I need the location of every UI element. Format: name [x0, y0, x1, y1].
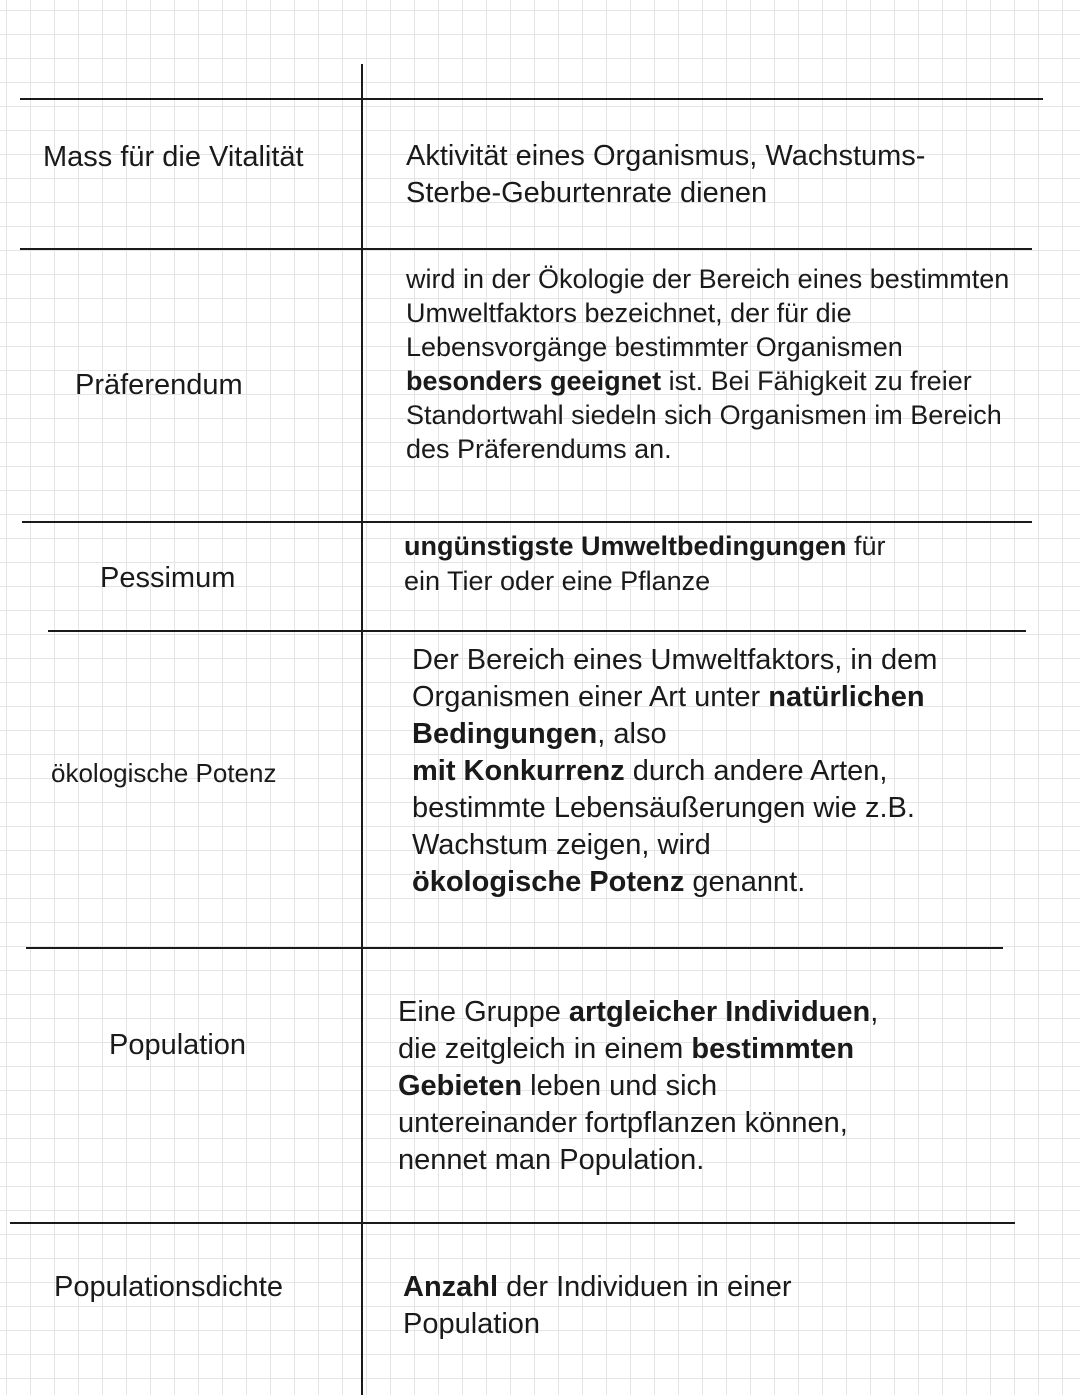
term-populationsdichte: Populationsdichte — [54, 1271, 283, 1303]
definition-line — [406, 296, 1009, 330]
term-praeferendum: Präferendum — [75, 369, 243, 401]
definition-line — [404, 529, 886, 564]
text: Sterbe-Geburtenrate dienen — [406, 177, 768, 209]
text: Organismen einer Art unter — [412, 681, 769, 713]
bold-text: Gebieten — [398, 1070, 523, 1102]
text: die zeitgleich in einem — [398, 1033, 692, 1065]
text: Lebensvorgänge bestimmter Organismen — [406, 332, 903, 362]
definition-line — [398, 1031, 878, 1068]
text: Wachstum zeigen, wird — [412, 829, 711, 861]
text: für — [846, 531, 886, 561]
text: genannt. — [684, 866, 806, 898]
definition-line — [406, 398, 1009, 432]
bold-text: Bedingungen — [412, 718, 598, 750]
text: ein Tier oder eine Pflanze — [404, 566, 711, 596]
row-divider — [10, 1222, 1015, 1224]
definition-line — [412, 864, 937, 901]
text: Aktivität eines Organismus, Wachstums- — [406, 140, 926, 172]
term-oekologische-potenz: ökologische Potenz — [51, 758, 277, 788]
definition-populationsdichte — [403, 1269, 791, 1343]
definition-line — [412, 753, 937, 790]
definition-line — [412, 642, 937, 679]
text: Umweltfaktors bezeichnet, der für die — [406, 298, 852, 328]
definition-line — [404, 564, 886, 599]
bold-text: ungünstigste Umweltbedingungen — [404, 531, 847, 561]
text: durch andere Arten, — [624, 755, 888, 787]
column-divider — [361, 64, 363, 1395]
bold-text: bestimmten — [691, 1033, 855, 1065]
row-divider — [20, 248, 1032, 250]
text: bestimmte Lebensäußerungen wie z.B. — [412, 792, 915, 824]
text: leben und sich — [522, 1070, 718, 1102]
definition-line — [412, 679, 937, 716]
definition-line — [403, 1306, 791, 1343]
definition-pessimum — [404, 529, 886, 599]
definition-line — [398, 1142, 878, 1179]
bold-text: artgleicher Individuen — [568, 996, 871, 1028]
definition-line — [398, 994, 878, 1031]
definition-line — [406, 364, 1009, 398]
bold-text: natürlichen — [768, 681, 925, 713]
text: wird in der Ökologie der Bereich eines bestimmten — [406, 264, 1010, 294]
definition-line — [406, 330, 1009, 364]
row-divider — [22, 521, 1032, 523]
text: Der Bereich eines Umweltfaktors, in dem — [412, 644, 938, 676]
bold-text: besonders geeignet — [406, 366, 662, 396]
text: Population — [403, 1308, 541, 1340]
definition-oekologische-potenz — [412, 642, 937, 901]
row-divider — [48, 630, 1026, 632]
definition-line — [406, 138, 925, 175]
term-population: Population — [109, 1029, 247, 1061]
definition-line — [412, 827, 937, 864]
definition-praeferendum — [406, 262, 1009, 466]
definition-line — [412, 790, 937, 827]
text: , also — [597, 718, 667, 750]
definition-line — [406, 262, 1009, 296]
bold-text: Anzahl — [403, 1271, 499, 1303]
row-divider — [20, 98, 1043, 100]
definition-line — [398, 1105, 878, 1142]
definition-line — [406, 432, 1009, 466]
definition-line — [398, 1068, 878, 1105]
text: nennet man Population. — [398, 1144, 705, 1176]
text: der Individuen in einer — [498, 1271, 792, 1303]
term-vitality: Mass für die Vitalität — [43, 141, 304, 173]
text: , — [870, 996, 879, 1028]
bold-text: mit Konkurrenz — [412, 755, 625, 787]
definition-line — [406, 175, 925, 212]
row-divider — [26, 947, 1003, 949]
text: ist. Bei Fähigkeit zu freier — [661, 366, 972, 396]
text: untereinander fortpflanzen können, — [398, 1107, 848, 1139]
definition-population — [398, 994, 878, 1179]
definition-line — [403, 1269, 791, 1306]
text: des Präferendums an. — [406, 434, 672, 464]
text: Standortwahl siedeln sich Organismen im Bereich — [406, 400, 1002, 430]
text: Eine Gruppe — [398, 996, 569, 1028]
definition-line — [412, 716, 937, 753]
term-pessimum: Pessimum — [100, 562, 236, 594]
definition-vitality — [406, 138, 925, 212]
bold-text: ökologische Potenz — [412, 866, 685, 898]
